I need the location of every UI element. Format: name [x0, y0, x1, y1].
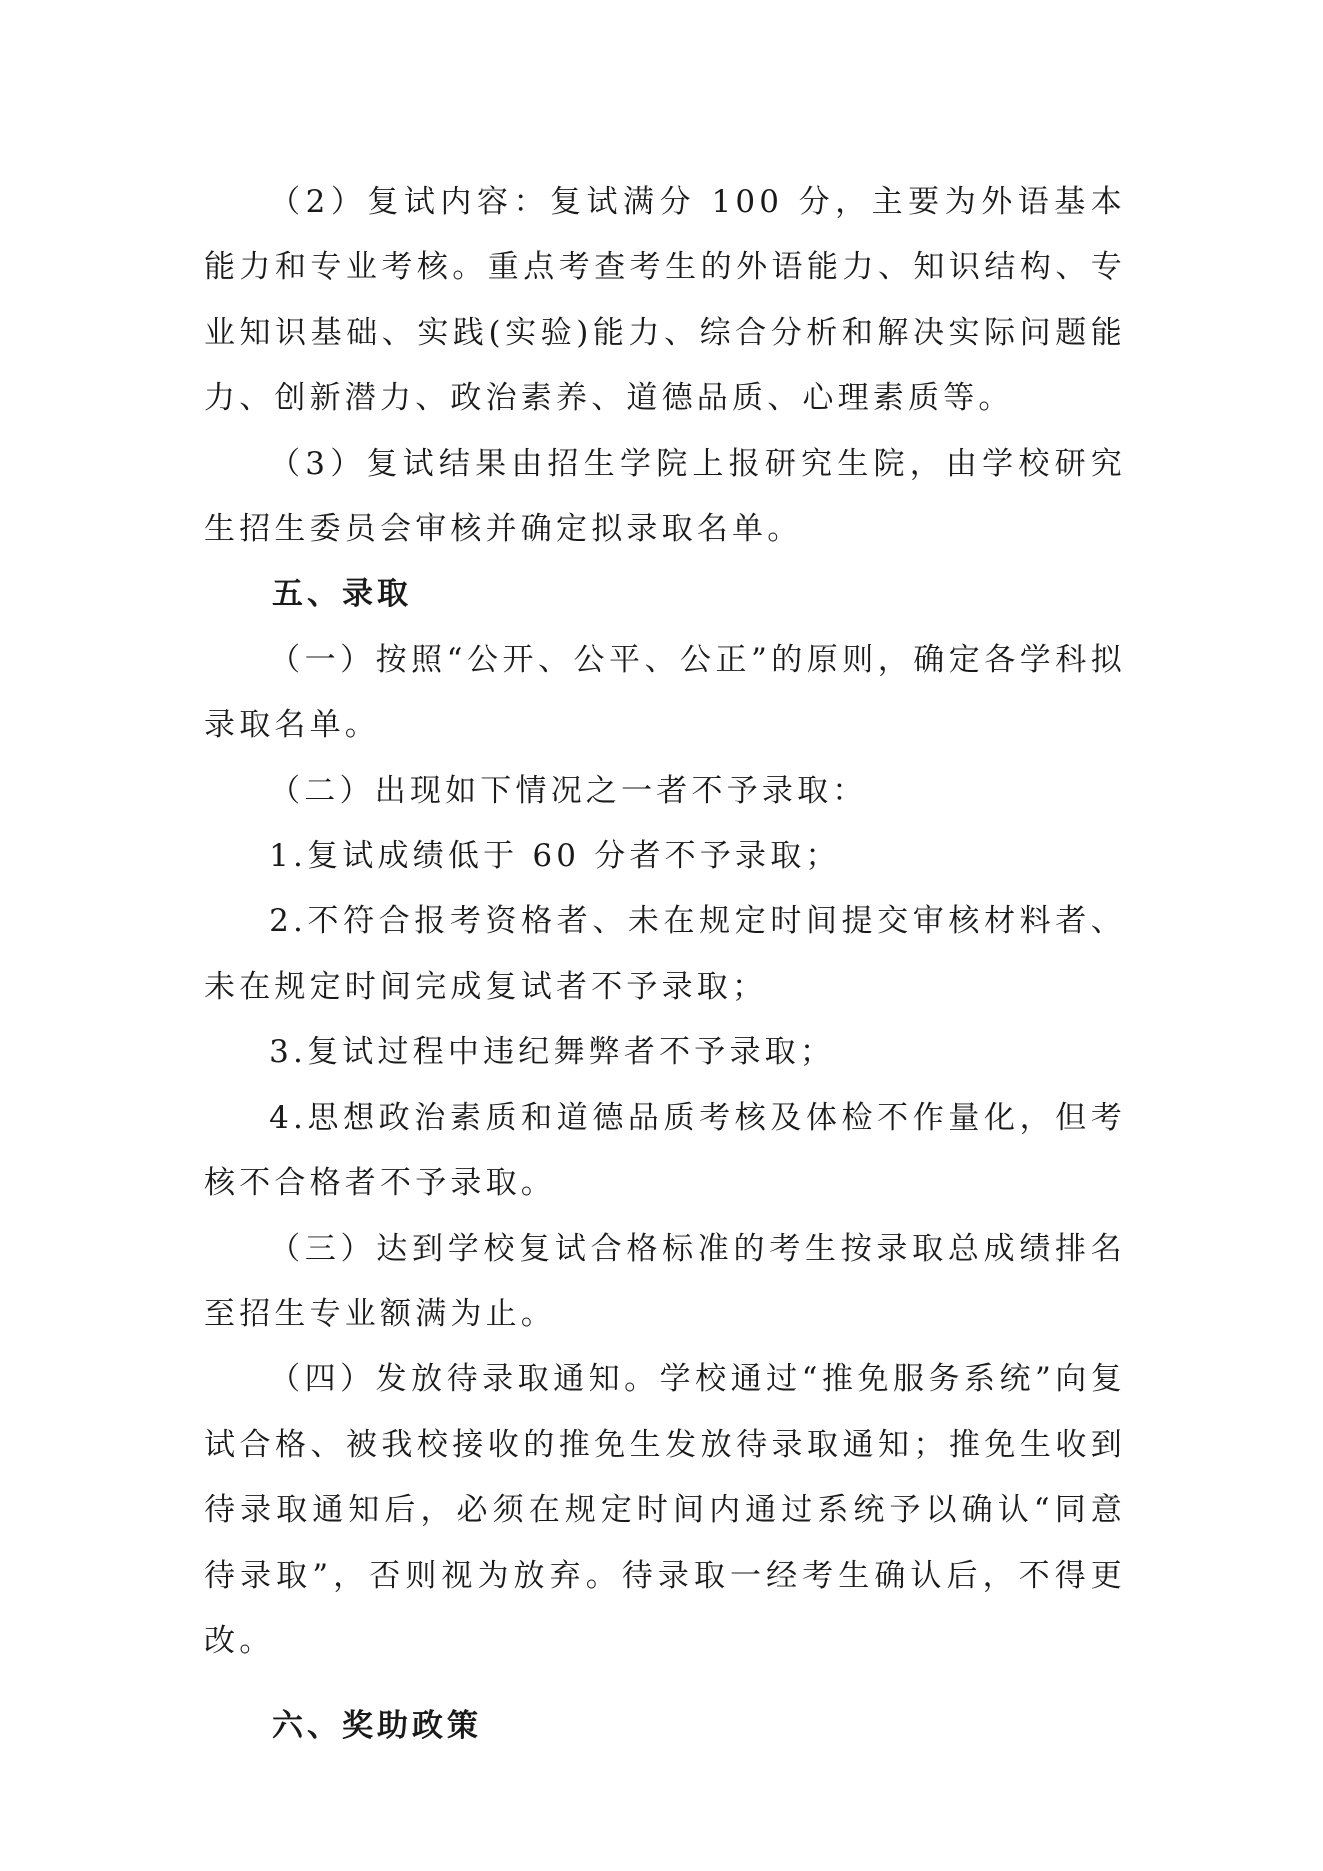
section-heading-admission: 五、录取: [272, 576, 412, 613]
section-heading-financial-aid: 六、奖助政策: [272, 1708, 482, 1745]
paragraph-retest-result: （3）复试结果由招生学院上报研究生院，由学校研究生招生委员会审核并确定拟录取名单。: [204, 445, 1126, 548]
list-item-1: 1.复试成绩低于 60 分者不予录取；: [269, 838, 841, 875]
list-item-4: 4.思想政治素质和道德品质考核及体检不作量化，但考核不合格者不予录取。: [204, 1099, 1126, 1202]
paragraph-retest-content: （2）复试内容：复试满分 100 分，主要为外语基本能力和专业考核。重点考查考生的外语能力、知识结构、专业知识基础、实践(实验)能力、综合分析和解决实际问题能力、创新潜力、政治素养、道德品质、心理素质等。: [204, 184, 1126, 417]
paragraph-ranking: （三）达到学校复试合格标准的考生按录取总成绩排名至招生专业额满为止。: [204, 1230, 1126, 1332]
document-page: [204, 170, 1126, 1760]
paragraph-admission-principle: （一）按照“公开、公平、公正”的原则，确定各学科拟录取名单。: [204, 641, 1126, 744]
list-item-3: 3.复试过程中违纪舞弊者不予录取；: [269, 1034, 836, 1071]
paragraph-no-admission-intro: （二）出现如下情况之一者不予录取：: [269, 772, 868, 809]
list-item-2: 2.不符合报考资格者、未在规定时间提交审核材料者、未在规定时间完成复试者不予录取；: [204, 903, 1126, 1005]
paragraph-notification: （四）发放待录取通知。学校通过“推免服务系统”向复试合格、被我校接收的推免生发放待录取通知；推免生收到待录取通知后，必须在规定时间内通过系统予以确认“同意待录取”，否则视为放弃。待录取一经考生确认后，不得更改。: [204, 1361, 1126, 1659]
